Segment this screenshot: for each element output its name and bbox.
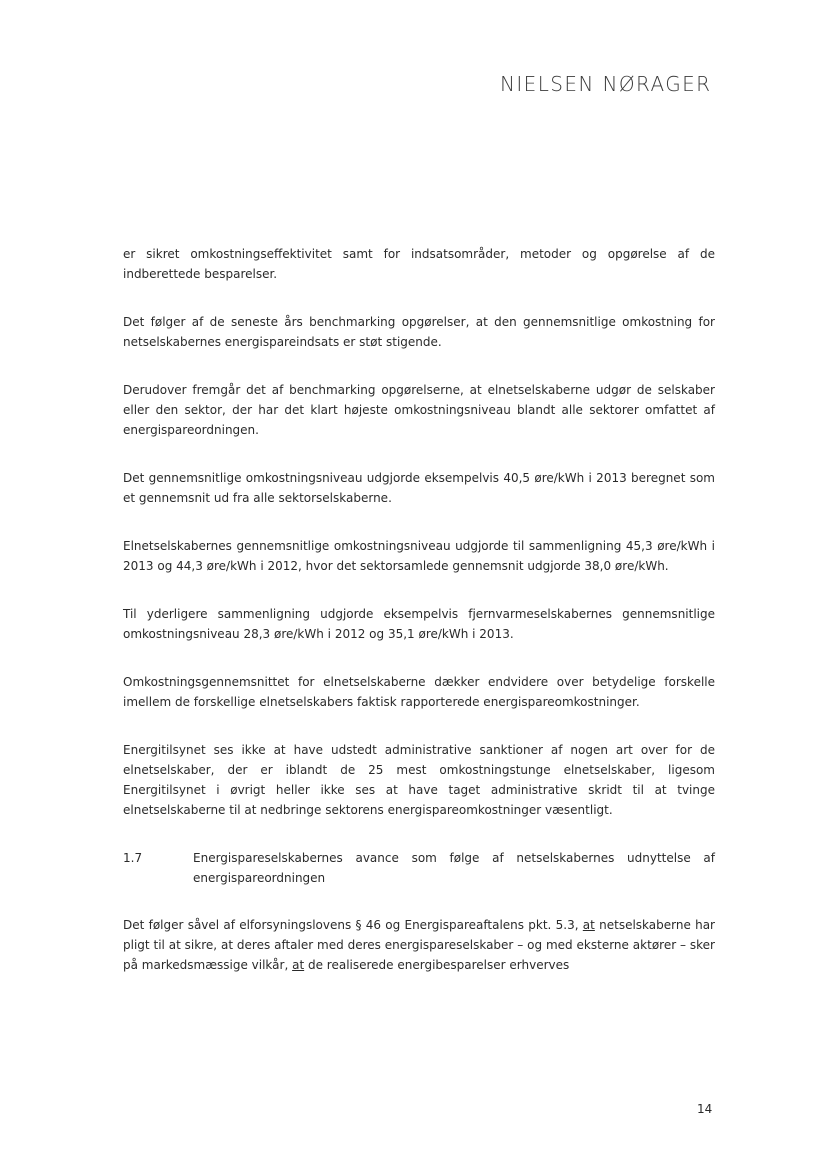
section-number: 1.7: [123, 851, 143, 865]
paragraph: Til yderligere sammenligning udgjorde eksempelvis fjernvarmeselskabernes gennemsnitlige omkostningsniveau 28,3 øre/kWh i 2012 og 35,1 øre/kWh i 2013.: [123, 607, 715, 641]
paragraph: er sikret omkostningseffektivitet samt for indsatsområder, metoder og opgørelse af de indberettede besparelser.: [123, 247, 715, 281]
page-number: 14: [697, 1102, 713, 1116]
final-paragraph-part3: de realiserede energibesparelser erhverves: [304, 958, 570, 972]
section-heading: [123, 848, 715, 888]
paragraph: Derudover fremgår det af benchmarking opgørelserne, at elnetselskaberne udgør de selskaber eller den sektor, der har det klart højeste omkostningsniveau blandt alle sektorer omfattet af energispareordningen.: [123, 383, 715, 437]
section-title: Energispareselskabernes avance som følge af netselskabernes udnyttelse af energispareordningen: [193, 851, 715, 885]
paragraph: Det gennemsnitlige omkostningsniveau udgjorde eksempelvis 40,5 øre/kWh i 2013 beregnet som et gennemsnit ud fra alle sektorselskaberne.: [123, 471, 715, 505]
company-logo-text: NIELSEN NØRAGER: [500, 72, 712, 96]
underlined-at: at: [582, 918, 595, 932]
final-paragraph-part2: netselskaberne har pligt til at sikre, at deres aftaler med deres energispareselskaber – og med eksterne aktører – sker på markedsmæssige vilkår,: [123, 918, 715, 972]
paragraph: Omkostningsgennemsnittet for elnetselskaberne dækker endvidere over betydelige forskelle imellem de forskellige elnetselskabers faktisk rapporterede energispareomkostninger.: [123, 675, 715, 709]
document-body: [123, 244, 715, 1003]
paragraph: Elnetselskabernes gennemsnitlige omkostningsniveau udgjorde til sammenligning 45,3 øre/kWh i 2013 og 44,3 øre/kWh i 2012, hvor det sektorsamlede gennemsnit udgjorde 38,0 øre/kWh.: [123, 539, 715, 573]
underlined-at: at: [292, 958, 305, 972]
paragraph: Energitilsynet ses ikke at have udstedt administrative sanktioner af nogen art over for de elnetselskaber, der er iblandt de 25 mest omkostningstunge elnetselskaber, ligesom Energitilsynet i øvrigt heller ikke ses at have taget administrative skridt til at tvinge elnetselskaberne til at nedbringe sektorens energispareomkostninger væsentligt.: [123, 743, 715, 817]
final-paragraph-part1: Det følger såvel af elforsyningslovens § 46 og Energispareaftalens pkt. 5.3,: [123, 918, 583, 932]
final-paragraph: [123, 915, 715, 975]
paragraph: Det følger af de seneste års benchmarking opgørelser, at den gennemsnitlige omkostning for netselskabernes energispareindsats er støt stigende.: [123, 315, 715, 349]
